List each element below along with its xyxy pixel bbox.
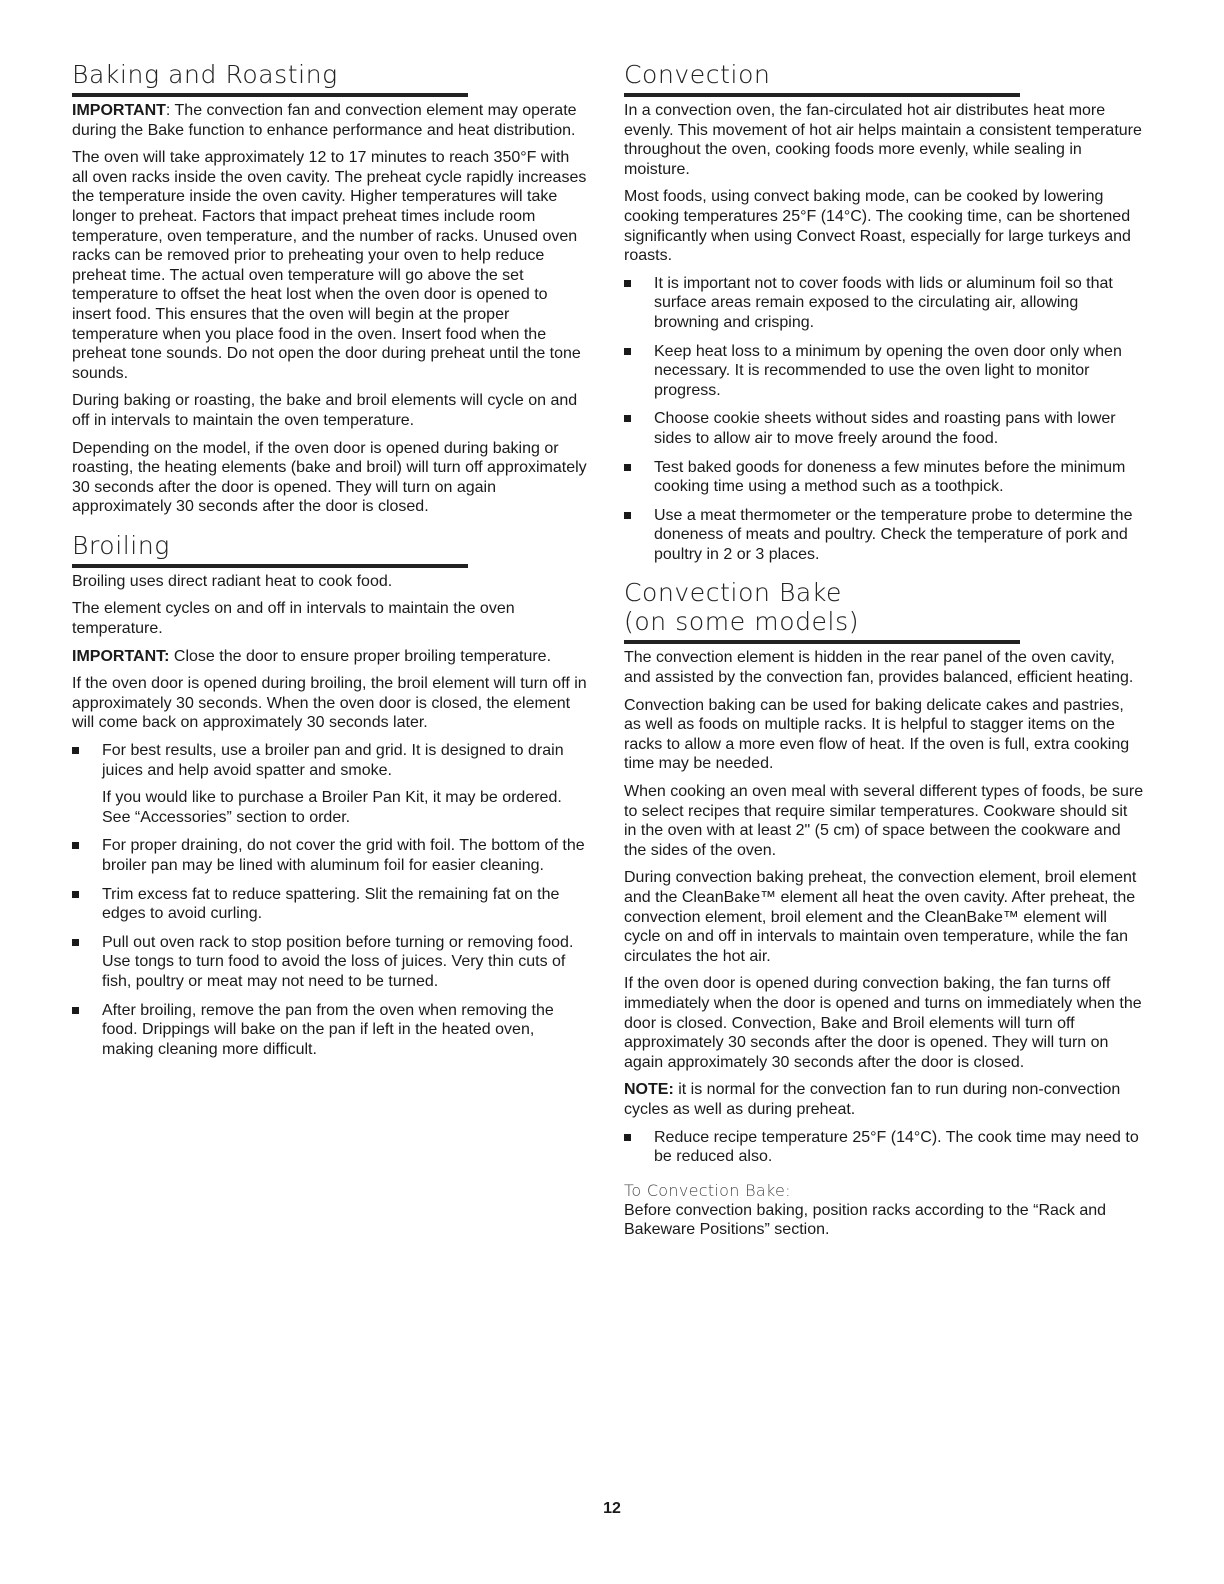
important-text: Close the door to ensure proper broiling temperature. — [169, 647, 552, 665]
convection-bake-instructions-paragraph: Before convection baking, position racks according to the “Rack and Bakeware Positions” section. — [624, 1201, 1107, 1239]
bullet-square-icon — [624, 280, 631, 287]
broiling-important-paragraph — [72, 647, 588, 667]
important-text: : The convection fan and convection element may operate during the Bake function to enhance performance and heat distribution. — [72, 102, 577, 139]
left-column — [72, 60, 588, 1073]
list-item — [624, 506, 1144, 565]
list-item-text: Keep heat loss to a minimum by opening the oven door only when necessary. It is recommended to use the oven light to monitor progress. — [654, 342, 1122, 399]
note-text: it is normal for the convection fan to run during non-convection cycles as well as during preheat. — [624, 1081, 1121, 1118]
list-item-subtext: If you would like to purchase a Broiler Pan Kit, it may be ordered. See “Accessories” section to order. — [102, 789, 562, 826]
convection-bake-meal-paragraph: When cooking an oven meal with several different types of foods, be sure to select recipes that require similar temperatures. Cookware should sit in the oven with at least 2" (5 cm) of space between the cookware and the sides of the oven. — [624, 783, 1144, 859]
list-item — [624, 409, 1144, 448]
bullet-square-icon — [624, 512, 631, 519]
list-item-text: Use a meat thermometer or the temperature probe to determine the doneness of meats and poultry. Check the temperature of pork and poultry in 2 or 3 places. — [654, 506, 1133, 563]
page-number: 12 — [603, 1500, 621, 1517]
section-convection — [624, 60, 1144, 564]
heading-line-2: (on some models) — [624, 607, 860, 637]
convection-bake-body — [624, 648, 1144, 1239]
broiling-intro-paragraph: Broiling uses direct radiant heat to cook food. — [72, 572, 393, 590]
broiling-body — [72, 572, 588, 1059]
bullet-square-icon — [624, 1134, 631, 1141]
list-item — [624, 274, 1144, 333]
list-item — [72, 933, 588, 992]
important-label: IMPORTANT — [72, 102, 166, 119]
list-item-text: Choose cookie sheets without sides and roasting pans with lower sides to allow air to move freely around the food. — [654, 410, 1116, 447]
bullet-square-icon — [72, 747, 79, 754]
baking-body — [72, 101, 588, 517]
convection-bake-element-paragraph: The convection element is hidden in the rear panel of the oven cavity, and assisted by the convection fan, provides balanced, efficient heating. — [624, 649, 1134, 687]
list-item-text: After broiling, remove the pan from the oven when removing the food. Drippings will bake on the pan if left in the heated oven, making cleaning more difficult. — [102, 1001, 554, 1058]
convection-tips-list — [624, 274, 1144, 565]
list-item-text: For best results, use a broiler pan and grid. It is designed to drain juices and help avoid spatter and smoke. — [102, 742, 564, 779]
convection-bake-preheat-paragraph: During convection baking preheat, the convection element, broil element and the CleanBake™ element all heat the oven cavity. After preheat, the convection element, broil element and the CleanBake™ element will cycle on and off in intervals to maintain oven temperature, while the fan circulates the hot air. — [624, 869, 1137, 965]
bullet-square-icon — [72, 939, 79, 946]
list-item — [72, 1001, 588, 1060]
convection-body — [624, 101, 1144, 564]
bullet-square-icon — [72, 842, 79, 849]
list-item — [624, 1128, 1144, 1167]
section-convection-bake — [624, 578, 1144, 1239]
list-item — [72, 885, 588, 924]
list-item-text: Reduce recipe temperature 25°F (14°C). The cook time may need to be reduced also. — [654, 1128, 1139, 1166]
list-item — [624, 342, 1144, 401]
bullet-square-icon — [624, 348, 631, 355]
right-column — [624, 60, 1144, 1254]
heading-line-1: Convection Bake — [624, 578, 843, 608]
broiling-tips-list — [72, 741, 588, 1059]
baking-cycle-paragraph: During baking or roasting, the bake and broil elements will cycle on and off in intervals to maintain the oven temperature. — [72, 392, 578, 429]
list-item — [72, 741, 588, 827]
convection-intro-paragraph: In a convection oven, the fan-circulated hot air distributes heat more evenly. This movement of hot air helps maintain a consistent temperature throughout the oven, cooking foods more evenly, while sealing in moisture. — [624, 102, 1142, 178]
baking-door-paragraph: Depending on the model, if the oven door is opened during baking or roasting, the heating elements (bake and broil) will turn off approximately 30 seconds after the door is opened. They will turn on again approximately 30 seconds after the door is closed. — [72, 439, 587, 516]
baking-preheat-paragraph: The oven will take approximately 12 to 17 minutes to reach 350°F with all oven racks inside the oven cavity. The preheat cycle rapidly increases the temperature inside the oven cavity. Higher temperatures will take longer to preheat. Factors that impact preheat times include room temperature, oven temperature, and the number of racks. Unused oven racks can be removed prior to preheating your oven to help reduce preheat time. The actual oven temperature will go above the set temperature to offset the heat lost when the oven door is opened to insert food. This ensures that the oven will begin at the proper temperature when you place food in the oven. Insert food when the preheat tone sounds. Do not open the door during preheat until the tone sounds. — [72, 149, 587, 382]
convection-bake-uses-paragraph: Convection baking can be used for baking delicate cakes and pastries, as well as foods on multiple racks. It is helpful to stagger items on the racks to allow a more even flow of heat. If the oven is full, extra cooking time may be needed. — [624, 696, 1130, 773]
convection-bake-door-paragraph: If the oven door is opened during convection baking, the fan turns off immediately when the door is opened and turns on immediately when the door is closed. Convection, Bake and Broil elements will turn off approximately 30 seconds after the door is opened. They will turn on again approximately 30 seconds after the door is closed. — [624, 975, 1142, 1071]
list-item-text: It is important not to cover foods with lids or aluminum foil so that surface areas remain exposed to the circulating air, allowing browning and crisping. — [654, 274, 1113, 331]
baking-important-paragraph — [72, 101, 588, 140]
convection-bake-note-paragraph — [624, 1080, 1144, 1119]
bullet-square-icon — [624, 415, 631, 422]
bullet-square-icon — [72, 891, 79, 898]
heading-baking-and-roasting: Baking and Roasting — [72, 60, 468, 97]
bullet-square-icon — [72, 1007, 79, 1014]
broiling-cycle-paragraph: The element cycles on and off in intervals to maintain the oven temperature. — [72, 600, 515, 638]
list-item-text: Pull out oven rack to stop position before turning or removing food. Use tongs to turn food to avoid the loss of juices. Very thin cuts of fish, poultry or meat may not need to be turned. — [102, 933, 574, 990]
heading-convection: Convection — [624, 60, 1020, 97]
list-item-text: For proper draining, do not cover the grid with foil. The bottom of the broiler pan may be lined with aluminum foil for easier cleaning. — [102, 837, 585, 874]
convection-bake-tips-list — [624, 1128, 1144, 1167]
heading-convection-bake — [624, 578, 1020, 644]
convection-temperature-paragraph: Most foods, using convect baking mode, can be cooked by lowering cooking temperatures 25°F (14°C). The cooking time, can be shortened significantly when using Convect Roast, especially for large turkeys and roasts. — [624, 188, 1131, 265]
subheading-to-convection-bake: To Convection Bake: — [624, 1180, 791, 1200]
heading-broiling: Broiling — [72, 531, 468, 568]
section-baking-and-roasting — [72, 60, 588, 517]
note-label: NOTE: — [624, 1081, 674, 1099]
important-label: IMPORTANT: — [72, 647, 170, 665]
list-item-text: Trim excess fat to reduce spattering. Slit the remaining fat on the edges to avoid curling. — [102, 885, 560, 923]
list-item — [624, 458, 1144, 497]
list-item — [72, 836, 588, 875]
section-broiling — [72, 531, 588, 1059]
bullet-square-icon — [624, 464, 631, 471]
broiling-door-paragraph: If the oven door is opened during broiling, the broil element will turn off in approximately 30 seconds. When the oven door is closed, the element will come back on approximately 30 seconds later. — [72, 675, 587, 732]
list-item-text: Test baked goods for doneness a few minutes before the minimum cooking time using a method such as a toothpick. — [654, 458, 1126, 496]
